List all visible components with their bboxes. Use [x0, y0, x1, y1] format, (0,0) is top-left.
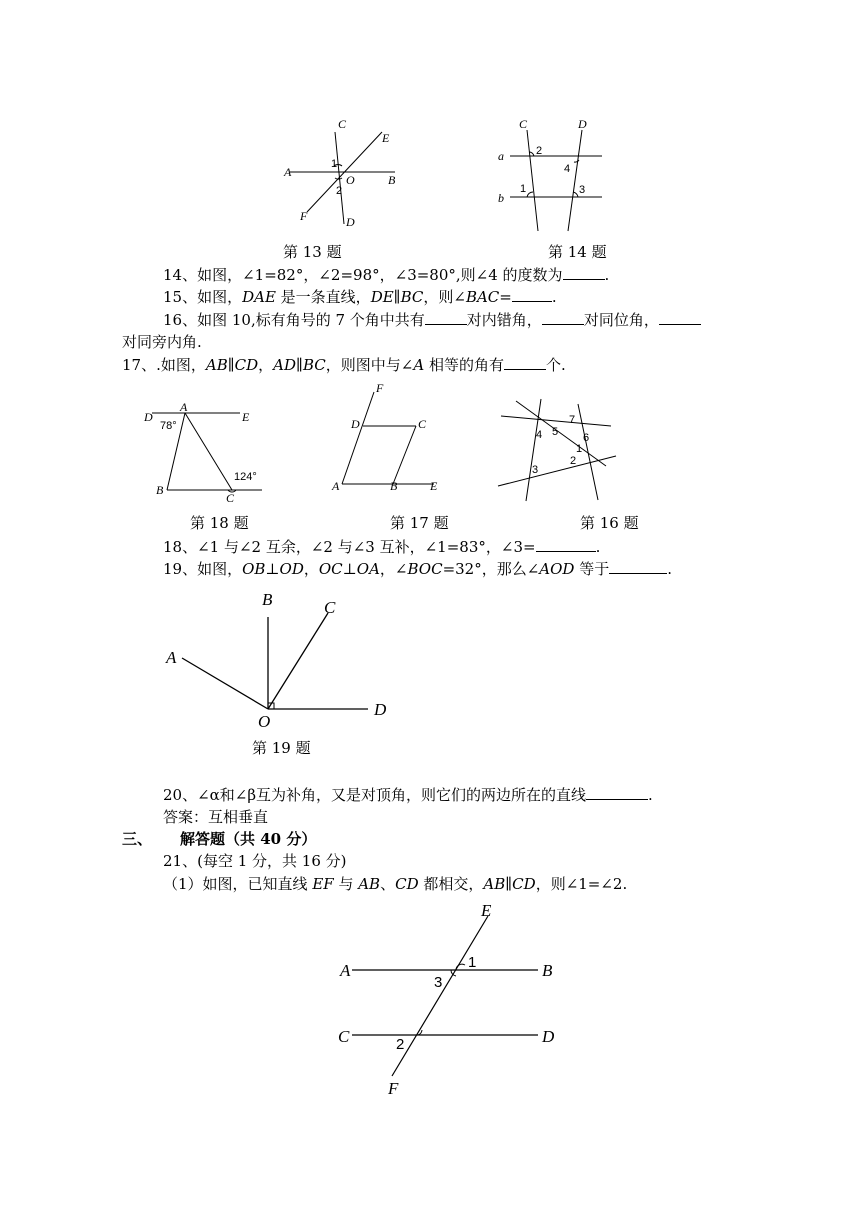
answer-blank[interactable] — [512, 301, 552, 302]
figure-16 — [496, 396, 626, 506]
question-16-cont — [122, 333, 202, 351]
f14-label: b — [498, 191, 504, 205]
q17-text: 相等的角有 — [424, 356, 504, 374]
section-number: 三、 — [122, 830, 153, 848]
q21-text: 、 — [380, 875, 396, 893]
f16-label: 1 — [576, 443, 583, 455]
f16-label: 6 — [583, 432, 590, 444]
q19-text: =32°，那么∠ — [442, 560, 540, 578]
f18-label: B — [156, 483, 164, 497]
question-21: 21、(每空 1 分，共 16 分) — [163, 852, 347, 870]
f14-label: 3 — [579, 184, 586, 196]
f19-label: B — [262, 590, 273, 609]
q19-text: BOC — [407, 560, 443, 578]
f16-label: 7 — [569, 414, 576, 426]
f21-label: 2 — [396, 1036, 405, 1053]
q21-text: CD — [395, 875, 419, 893]
f17-label: D — [351, 417, 360, 431]
f18-label: E — [242, 410, 250, 424]
f17-label: E — [430, 479, 438, 493]
q21-text: AB — [358, 875, 381, 893]
answer-blank[interactable] — [563, 279, 605, 280]
f13-label: 2 — [336, 185, 343, 197]
f14-label: D — [578, 117, 587, 131]
q17-text: ， — [258, 356, 274, 374]
f14-label: C — [519, 117, 528, 131]
answer-blank[interactable] — [586, 799, 648, 800]
q16-text: 对内错角， — [466, 311, 542, 329]
q21-text: 都相交， — [418, 875, 484, 893]
f21-label: C — [338, 1027, 350, 1046]
answer-blank[interactable] — [425, 324, 467, 325]
f21-label: D — [542, 1027, 555, 1046]
f18-label: D — [144, 410, 153, 424]
f16-label: 3 — [532, 464, 539, 476]
f13-label: E — [382, 131, 390, 145]
q19-text: AOD — [539, 560, 575, 578]
f21-label: 3 — [434, 974, 443, 991]
f21-label: B — [542, 961, 553, 980]
question-20: 20、∠α和∠β互为补角，又是对顶角，则它们的两边所在的直线 . — [163, 786, 653, 804]
f18-label: C — [226, 491, 235, 505]
f19-label: O — [258, 712, 271, 731]
figure-14-caption: 第 14 题 — [548, 243, 607, 261]
figure-21 — [330, 898, 570, 1100]
f14-label: 2 — [536, 145, 543, 157]
f17-label: A — [332, 479, 340, 493]
q21-text: （1）如图，已知直线 — [163, 875, 313, 893]
f18-label: 124° — [234, 471, 257, 483]
question-18: 18、∠1 与∠2 互余，∠2 与∠3 互补，∠1=83°，∠3= . — [163, 538, 601, 556]
figure-17 — [326, 380, 456, 500]
f19-label: D — [374, 700, 387, 719]
question-17 — [122, 356, 566, 374]
f17-label: F — [376, 381, 384, 395]
q16-text: 16、如图 10,标有角号的 7 个角中共有 — [163, 311, 425, 329]
q15-text: DAE — [242, 288, 276, 306]
q19-text: OC — [318, 560, 343, 578]
f13-label: B — [388, 173, 396, 187]
question-19: 19、如图，OB⊥OD，OC⊥OA，∠BOC=32°，那么∠AOD 等于 . — [163, 560, 673, 578]
q19-text: ， — [303, 560, 319, 578]
figure-14 — [494, 114, 614, 234]
q21-text: 与 — [333, 875, 359, 893]
q16-text: 对同旁内角. — [122, 333, 202, 351]
q18-text: 18、∠1 与∠2 互余，∠2 与∠3 互补，∠1=83°，∠3= — [163, 538, 536, 556]
f14-label: 4 — [564, 163, 571, 175]
figure-19-caption: 第 19 题 — [252, 739, 311, 757]
figure-18 — [140, 398, 270, 508]
f21-label: F — [388, 1079, 399, 1098]
f13-label: C — [338, 117, 347, 131]
q15-text: BAC — [465, 288, 500, 306]
f18-label: A — [180, 400, 188, 414]
figure-13 — [282, 112, 412, 237]
question-21-1 — [163, 875, 627, 893]
q17-text: A — [413, 356, 425, 374]
q15-text: 是一条直线， — [275, 288, 371, 306]
f16-label: 4 — [536, 429, 543, 441]
figure-18-caption: 第 18 题 — [190, 514, 249, 532]
f16-label: 5 — [552, 426, 559, 438]
q17-text: AB∥CD — [205, 356, 259, 374]
f13-label: D — [346, 215, 355, 229]
q17-text: ，则图中与∠ — [325, 356, 414, 374]
q19-text: ⊥ — [342, 560, 357, 578]
q16-text: 对同位角， — [583, 311, 659, 329]
f17-label: B — [390, 479, 398, 493]
q15-text: 15、如图， — [163, 288, 243, 306]
answer-20: 答案：互相垂直 — [163, 808, 269, 826]
q21-text: AB∥CD — [483, 875, 536, 893]
f13-label: F — [300, 209, 308, 223]
f21-label: A — [340, 961, 351, 980]
q17-text: AD∥BC — [273, 356, 326, 374]
q17-text: 17、.如图， — [122, 356, 206, 374]
q21-text: EF — [312, 875, 334, 893]
q19-text: OA — [356, 560, 380, 578]
f19-label: C — [324, 598, 336, 617]
f14-label: a — [498, 149, 504, 163]
q15-text: = — [499, 288, 512, 306]
question-15: 15、如图，DAE 是一条直线，DE∥BC，则∠BAC= . — [163, 288, 557, 306]
q19-text: OB — [242, 560, 266, 578]
f13-label: 1 — [331, 158, 338, 170]
section-heading — [122, 830, 316, 848]
f19-label: A — [166, 648, 177, 667]
q15-text: DE∥BC — [370, 288, 424, 306]
f21-label: E — [481, 901, 492, 920]
f14-label: 1 — [520, 183, 527, 195]
answer-blank[interactable] — [542, 324, 584, 325]
answer-blank[interactable] — [659, 324, 701, 325]
figure-17-caption: 第 17 题 — [390, 514, 449, 532]
f13-label: A — [284, 165, 292, 179]
q20-text: 20、∠α和∠β互为补角，又是对顶角，则它们的两边所在的直线 — [163, 786, 587, 804]
question-14: 14、如图，∠1=82°，∠2=98°，∠3=80°,则∠4 的度数为 . — [163, 266, 610, 284]
answer-blank[interactable] — [536, 551, 596, 552]
q19-text: ，∠ — [379, 560, 408, 578]
f13-label: O — [346, 173, 355, 187]
f16-label: 2 — [570, 455, 577, 467]
f17-label: C — [418, 417, 427, 431]
q19-text: ⊥ — [265, 560, 280, 578]
question-14-text: 14、如图，∠1=82°，∠2=98°，∠3=80°,则∠4 的度数为 — [163, 266, 563, 284]
answer-blank[interactable] — [609, 573, 667, 574]
q21-text: ，则∠1=∠2. — [535, 875, 628, 893]
q19-text: 等于 — [574, 560, 610, 578]
q15-text: ，则∠ — [423, 288, 466, 306]
f21-label: 1 — [468, 954, 477, 971]
q19-text: 19、如图， — [163, 560, 243, 578]
figure-19 — [160, 585, 400, 730]
question-16 — [163, 311, 701, 329]
answer-blank[interactable] — [504, 369, 546, 370]
figure-13-caption: 第 13 题 — [283, 243, 342, 261]
section-title: 解答题（共 40 分） — [180, 830, 317, 848]
q17-text: 个. — [545, 356, 566, 374]
f18-label: 78° — [160, 420, 177, 432]
q19-text: OD — [279, 560, 304, 578]
figure-16-caption: 第 16 题 — [580, 514, 639, 532]
